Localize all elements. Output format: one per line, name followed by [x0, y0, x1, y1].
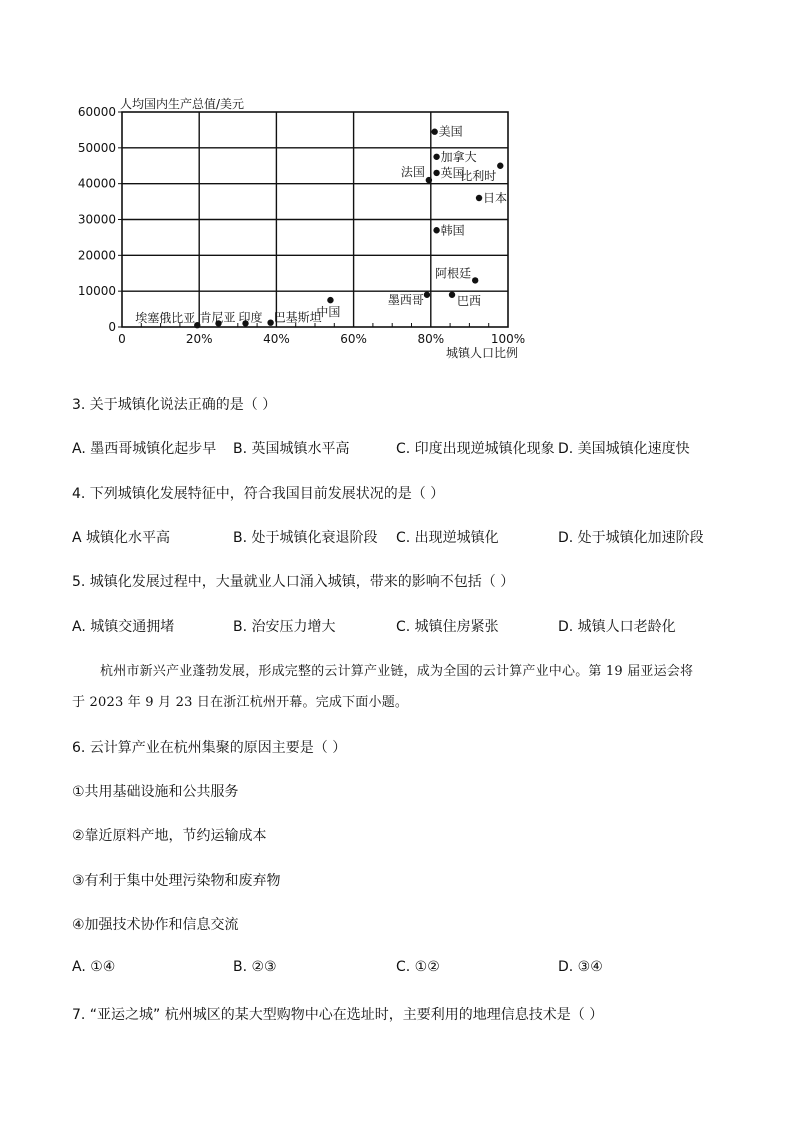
chart-points: [135, 125, 507, 329]
point-label: 埃塞俄比亚: [135, 311, 196, 326]
point-label: 英国: [440, 165, 465, 180]
y-tick-label: 30000: [77, 212, 116, 227]
data-point: [431, 129, 437, 135]
question-7-stem: 7. “亚运之城” 杭州城区的某大型购物中心在选址时，主要利用的地理信息技术是（ ）: [72, 1007, 604, 1023]
x-axis-label: 城镇人口比例: [446, 346, 519, 360]
data-point: [472, 277, 478, 283]
point-label: 阿根廷: [435, 266, 472, 281]
question-5-option-b: B. 治安压力增大: [233, 619, 336, 635]
x-tick-label: 80%: [417, 332, 445, 346]
point-label: 墨西哥: [387, 292, 424, 307]
data-point: [497, 163, 503, 169]
question-3-option-c: C. 印度出现逆城镇化现象: [396, 441, 555, 457]
point-label: 韩国: [440, 223, 465, 238]
question-4-option-c: C. 出现逆城镇化: [396, 530, 499, 546]
point-label: 比利时: [460, 168, 497, 183]
x-tick-label: 40%: [263, 332, 290, 346]
question-3-option-a: A. 墨西哥城镇化起步早: [72, 441, 217, 457]
question-4-option-d: D. 处于城镇化加速阶段: [558, 530, 704, 546]
question-4-option-b: B. 处于城镇化衰退阶段: [233, 530, 378, 546]
x-tick-label: 20%: [185, 332, 213, 346]
x-tick-label: 60%: [340, 332, 367, 346]
point-label: 肯尼亚: [199, 310, 236, 325]
y-tick-label: 10000: [77, 284, 116, 299]
point-label: 加拿大: [440, 149, 477, 164]
question-6-item-3: ③有利于集中处理污染物和废弃物: [72, 873, 281, 889]
question-6-option-c: C. ①②: [396, 959, 440, 975]
question-4-option-a: A 城镇化水平高: [72, 530, 171, 546]
y-tick-label: 40000: [77, 176, 116, 191]
question-6-option-d: D. ③④: [558, 959, 603, 975]
data-point: [476, 195, 482, 201]
question-6-option-b: B. ②③: [233, 959, 277, 975]
question-6-item-2: ②靠近原料产地，节约运输成本: [72, 828, 267, 844]
question-3-stem: 3. 关于城镇化说法正确的是（ ）: [72, 397, 277, 413]
data-point: [449, 292, 455, 298]
y-tick-label: 60000: [77, 105, 116, 119]
question-6-item-1: ①共用基础设施和公共服务: [72, 784, 239, 800]
point-label: 巴基斯坦: [273, 310, 322, 325]
y-tick-label: 50000: [77, 140, 116, 155]
scatter-chart: [70, 88, 540, 368]
y-tick-label: 0: [108, 320, 116, 334]
question-3-option-d: D. 美国城镇化速度快: [558, 441, 690, 457]
x-tick-label: 0: [118, 332, 126, 346]
point-label: 中国: [316, 305, 341, 320]
data-point: [327, 297, 333, 303]
data-point: [426, 177, 432, 183]
y-tick-label: 20000: [77, 248, 116, 263]
data-point: [433, 154, 439, 160]
y-axis-label: 人均国内生产总值/美元: [120, 97, 245, 111]
question-5-option-a: A. 城镇交通拥堵: [72, 619, 175, 635]
point-label: 印度: [238, 310, 263, 325]
point-label: 巴西: [457, 293, 482, 308]
question-6-item-4: ④加强技术协作和信息交流: [72, 917, 239, 933]
data-point: [433, 227, 439, 233]
question-3-option-b: B. 英国城镇水平高: [233, 441, 350, 457]
x-tick-label: 100%: [490, 332, 526, 346]
passage-line-2: 于 2023 年 9 月 23 日在浙江杭州开幕。完成下面小题。: [72, 695, 409, 710]
passage-line-1: 杭州市新兴产业蓬勃发展，形成完整的云计算产业链，成为全国的云计算产业中心。第 19 届亚运会将: [100, 664, 694, 679]
question-4-stem: 4. 下列城镇化发展特征中，符合我国目前发展状况的是（ ）: [72, 486, 445, 502]
question-6-stem: 6. 云计算产业在杭州集聚的原因主要是（ ）: [72, 740, 347, 756]
point-label: 日本: [483, 191, 508, 205]
point-label: 美国: [438, 124, 463, 139]
point-label: 法国: [400, 165, 425, 180]
question-5-option-c: C. 城镇住房紧张: [396, 619, 499, 635]
question-5-stem: 5. 城镇化发展过程中，大量就业人口涌入城镇，带来的影响不包括（ ）: [72, 574, 515, 590]
question-5-option-d: D. 城镇人口老龄化: [558, 619, 676, 635]
data-point: [424, 292, 430, 298]
question-6-option-a: A. ①④: [72, 959, 116, 975]
data-point: [433, 170, 439, 176]
